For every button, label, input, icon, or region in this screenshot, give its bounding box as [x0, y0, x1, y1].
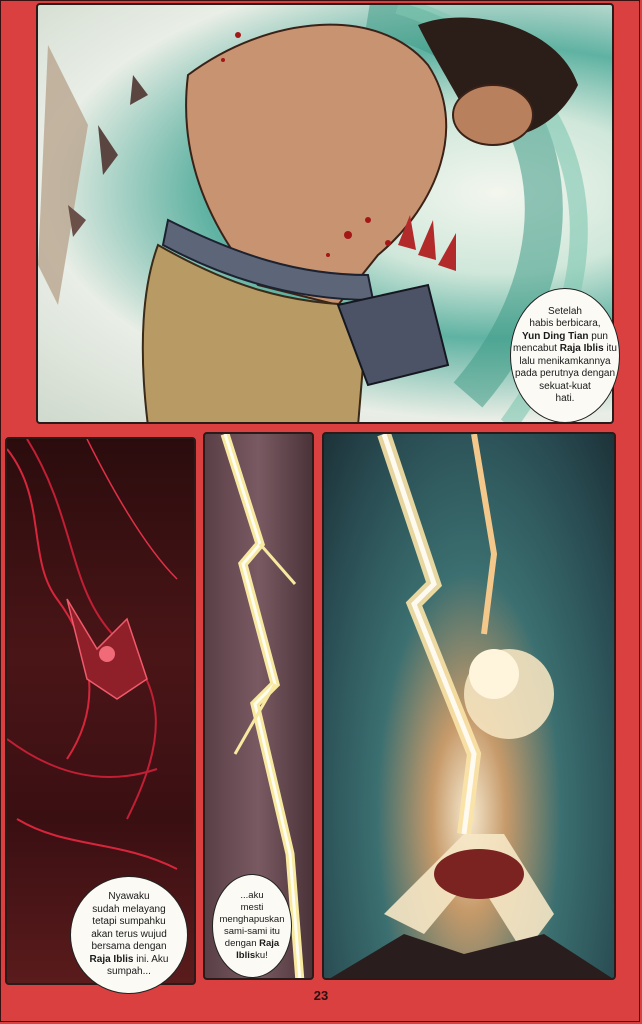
caption-line: sekuat-kuat [539, 380, 591, 392]
caption-line: ...aku [240, 890, 264, 901]
caption-line: dengan Raja [224, 938, 280, 949]
caption-bubble-1 [510, 288, 620, 423]
caption-line: Nyawaku [108, 891, 150, 903]
caption-line: Setelah [548, 305, 582, 317]
panel-4-explosion [322, 432, 616, 980]
caption-bold-name: Yun Ding Tian [522, 330, 589, 342]
caption-bold-weapon: Raja Iblis [89, 953, 134, 965]
page-number: 23 [313, 988, 329, 1003]
caption-line: hati. [555, 393, 575, 404]
caption-line: Raja Iblis ini. Aku [89, 953, 169, 965]
panel-4-art [324, 434, 616, 980]
caption-line: sumpah... [107, 966, 151, 978]
caption-line: bersama dengan [91, 941, 167, 953]
caption-line: habis berbicara, [529, 318, 601, 329]
caption-bold-weapon-a: Raja [259, 938, 280, 949]
caption-line: mencabut Raja Iblis itu [513, 343, 617, 354]
caption-line: sudah melayang [92, 903, 166, 915]
caption-bold-weapon-b: Iblis [236, 950, 256, 961]
caption-bubble-2 [70, 876, 188, 994]
caption-bold-weapon: Raja Iblis [559, 343, 604, 354]
caption-line: mesti [240, 902, 264, 913]
caption-bubble-3 [212, 874, 292, 978]
caption-line: sami-sami itu [224, 926, 280, 937]
caption-line: menghapuskan [219, 914, 285, 925]
caption-line: Yun Ding Tian pun [522, 330, 608, 342]
caption-line: akan terus wujud [91, 928, 167, 940]
caption-line: tetapi sumpahku [92, 916, 166, 928]
caption-line: lalu menikamkannya [519, 355, 611, 367]
caption-line: pada perutnya dengan [514, 368, 616, 379]
caption-line: Iblisku! [236, 950, 268, 961]
